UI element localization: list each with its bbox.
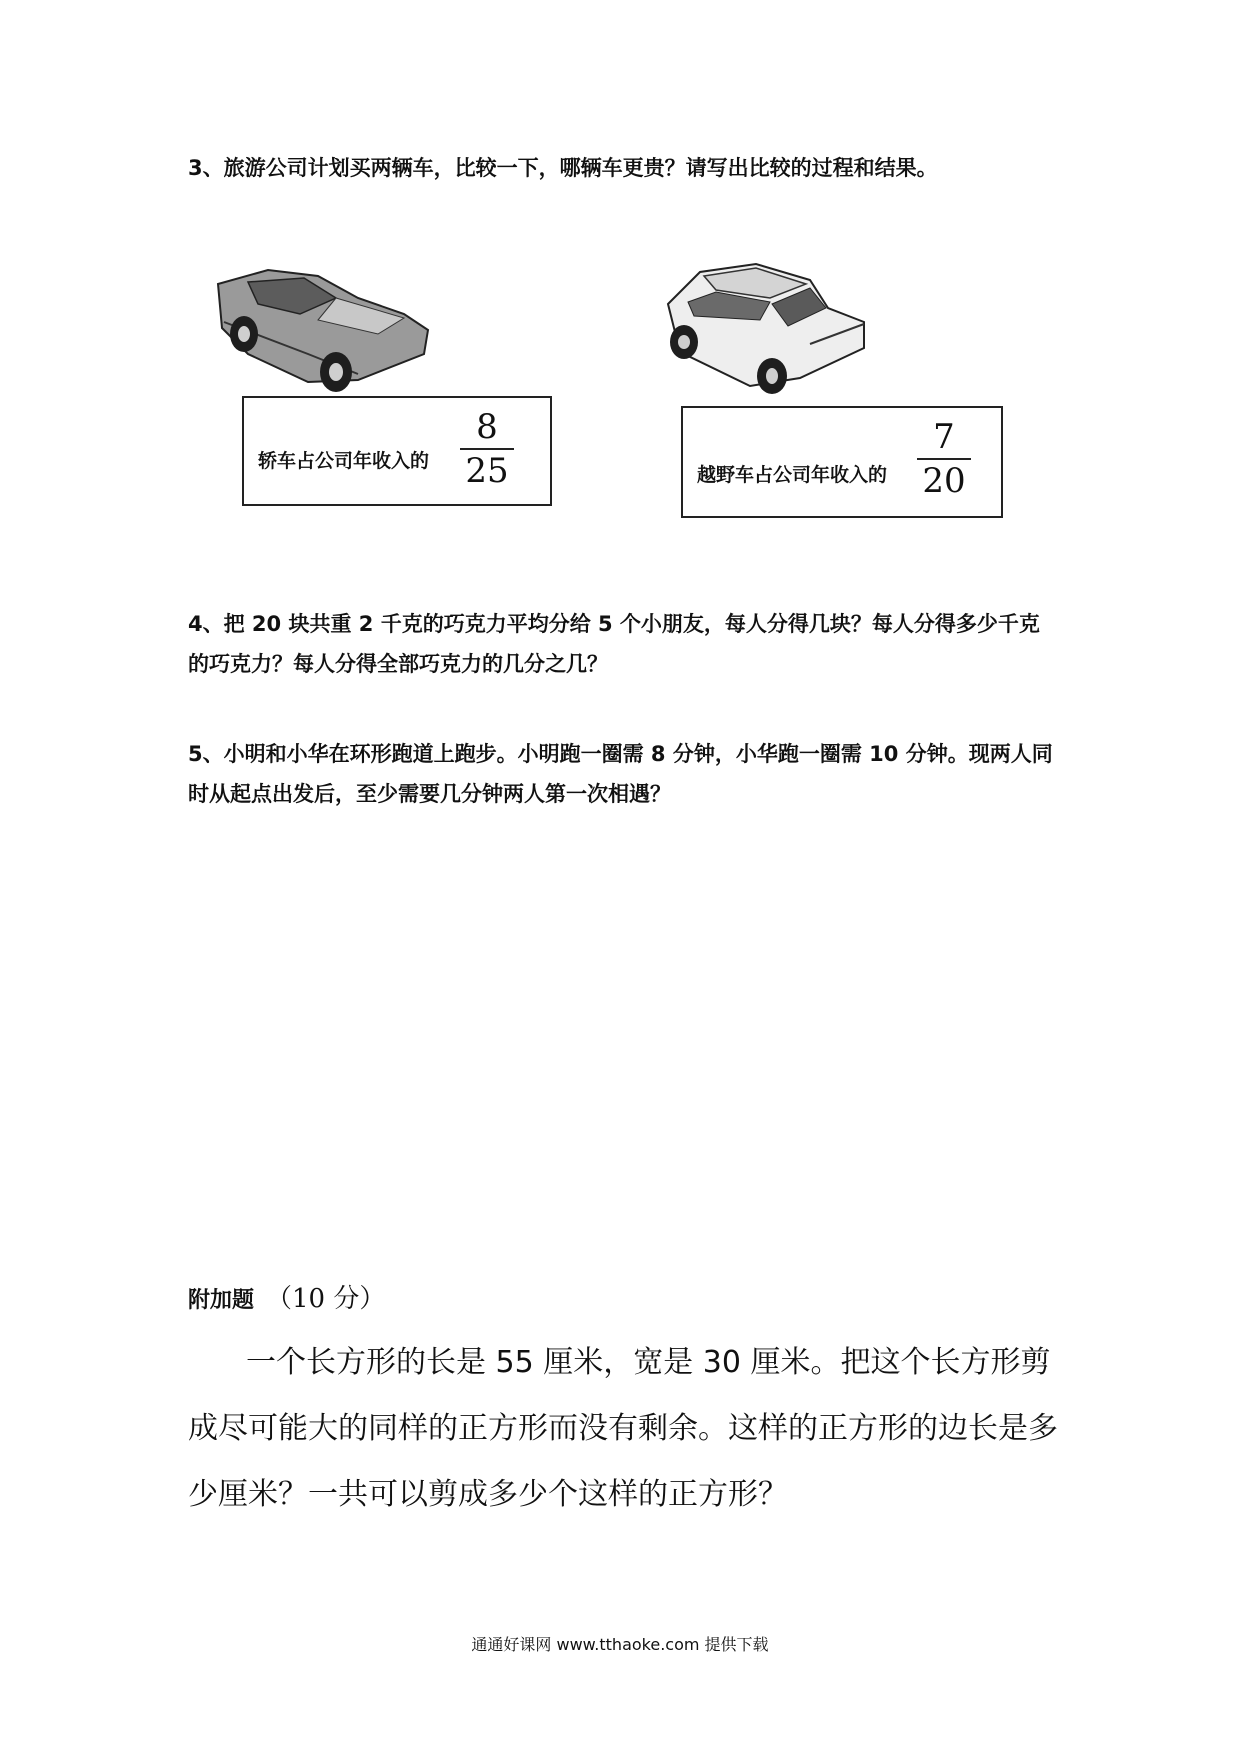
page-footer: 通通好课网 www.tthaoke.com 提供下载 — [471, 1635, 769, 1654]
suv-share-box — [681, 406, 1003, 518]
sedan-car-illustration — [208, 262, 436, 402]
question-3: 3、旅游公司计划买两辆车，比较一下，哪辆车更贵？请写出比较的过程和结果。 — [188, 156, 938, 180]
extra-question-title: 附加题 — [188, 1288, 255, 1313]
fraction-bar — [917, 458, 971, 460]
fraction-bar — [460, 448, 514, 450]
suv-share-label: 越野车占公司年收入的 — [697, 464, 888, 486]
sedan-share-box — [242, 396, 552, 506]
sedan-share-label: 轿车占公司年收入的 — [258, 450, 430, 472]
extra-question-body: 一个长方形的长是 55 厘米，宽是 30 厘米。把这个长方形剪成尽可能大的同样的正方形而没有剩余。这样的正方形的边长是多少厘米？一共可以剪成多少个这样的正方形？ — [188, 1345, 1058, 1512]
fraction-denominator: 25 — [465, 451, 509, 491]
suv-car-illustration — [660, 258, 874, 398]
fraction-denominator: 20 — [922, 461, 966, 501]
fraction-numerator: 7 — [933, 417, 955, 457]
suv-share-fraction — [917, 418, 971, 500]
question-5: 5、小明和小华在环形跑道上跑步。小明跑一圈需 8 分钟，小华跑一圈需 10 分钟。现两人同时从起点出发后，至少需要几分钟两人第一次相遇？ — [188, 742, 1053, 806]
question-4: 4、把 20 块共重 2 千克的巧克力平均分给 5 个小朋友，每人分得几块？每人分得多少千克的巧克力？每人分得全部巧克力的几分之几？ — [188, 612, 1040, 676]
sedan-share-fraction — [460, 408, 514, 490]
extra-question-heading — [188, 1278, 385, 1315]
fraction-numerator: 8 — [476, 407, 498, 447]
extra-question-points: （10 分） — [266, 1284, 386, 1314]
